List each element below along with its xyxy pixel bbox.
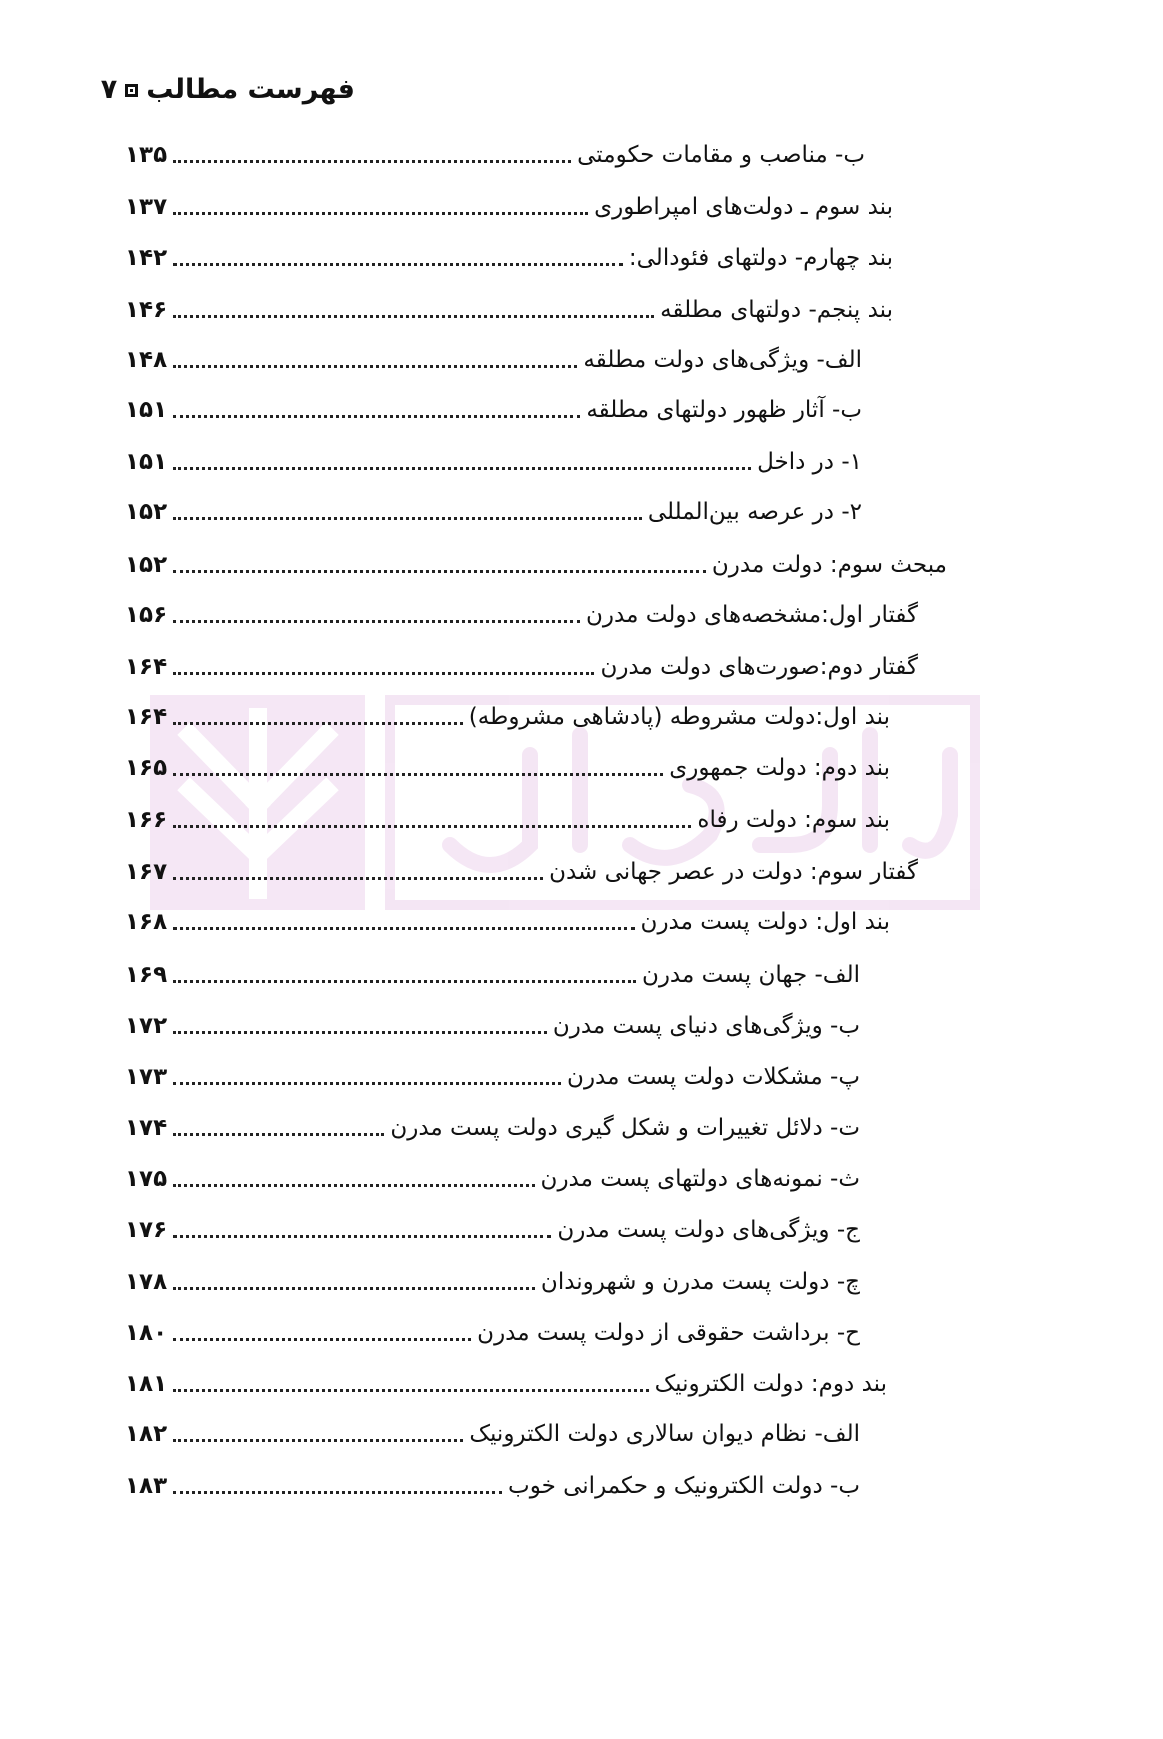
toc-entry-title: بند دوم: دولت الکترونیک — [654, 1371, 887, 1397]
toc-entry — [125, 1108, 860, 1148]
dot-leader — [173, 980, 636, 983]
toc-entry-page-number: ۱۸۰ — [125, 1320, 168, 1346]
toc-entry-page-number: ۱۷۸ — [125, 1269, 168, 1295]
toc-entry-title: گفتار سوم: دولت در عصر جهانی شدن — [549, 859, 918, 885]
toc-entry-title: ث- نمونه‌های دولتهای پست مدرن — [540, 1166, 860, 1192]
toc-entry — [125, 187, 893, 227]
toc-entry — [125, 1414, 860, 1454]
toc-entry-page-number: ۱۶۹ — [125, 962, 168, 988]
toc-entry-page-number: ۱۵۶ — [125, 602, 168, 628]
toc-entry-page-number: ۱۵۲ — [125, 552, 168, 578]
toc-entry — [125, 545, 947, 585]
toc-entry-page-number: ۱۷۴ — [125, 1115, 168, 1141]
toc-entry-page-number: ۱۸۱ — [125, 1371, 168, 1397]
toc-entry-page-number: ۱۴۸ — [125, 347, 168, 373]
toc-entry — [125, 647, 918, 687]
toc-entry-title: گفتار دوم:صورت‌های دولت مدرن — [600, 654, 918, 680]
toc-entry-page-number: ۱۷۲ — [125, 1013, 168, 1039]
toc-entry-title: ب- دولت الکترونیک و حکمرانی خوب — [508, 1473, 860, 1499]
toc-entry — [125, 1057, 860, 1097]
dot-leader — [173, 263, 623, 266]
toc-entry-page-number: ۱۸۳ — [125, 1473, 168, 1499]
toc-entry — [125, 1466, 860, 1506]
dot-leader — [173, 722, 463, 725]
toc-entry-page-number: ۱۳۷ — [125, 194, 168, 220]
dot-leader — [173, 570, 706, 573]
toc-entry-page-number: ۱۷۵ — [125, 1166, 168, 1192]
toc-entry — [125, 390, 862, 430]
toc-entry — [125, 1313, 860, 1353]
dot-leader — [173, 1287, 535, 1290]
dot-leader — [173, 160, 571, 163]
toc-entry — [125, 595, 918, 635]
toc-entry-title: بند دوم: دولت جمهوری — [669, 755, 890, 781]
dot-leader — [173, 672, 594, 675]
toc-entry-title: ت- دلائل تغییرات و شکل گیری دولت پست مدرن — [390, 1115, 860, 1141]
toc-entry-title: بند سوم: دولت رفاه — [697, 807, 890, 833]
dot-leader — [173, 517, 642, 520]
dot-leader — [173, 415, 580, 418]
toc-entry — [125, 1210, 860, 1250]
toc-entry-title: مبحث سوم: دولت مدرن — [711, 552, 947, 578]
toc-entry-title: ب- ویژگی‌های دنیای پست مدرن — [552, 1013, 860, 1039]
toc-entry-page-number: ۱۵۲ — [125, 499, 168, 525]
toc-entry — [125, 290, 893, 330]
toc-entry-title: بند سوم ـ دولت‌های امپراطوری — [594, 194, 893, 220]
dot-leader — [173, 1389, 648, 1392]
dot-leader — [173, 1133, 384, 1136]
toc-entry-title: ب- آثار ظهور دولتهای مطلقه — [586, 397, 862, 423]
toc-entry-title: بند پنجم- دولتهای مطلقه — [660, 297, 893, 323]
dot-leader — [173, 825, 691, 828]
dot-leader — [173, 467, 751, 470]
dot-leader — [173, 212, 588, 215]
toc-entry — [125, 1159, 860, 1199]
running-header — [100, 70, 355, 110]
toc-entry-title: ج- ویژگی‌های دولت پست مدرن — [557, 1217, 860, 1243]
toc-entry-page-number: ۱۴۶ — [125, 297, 168, 323]
toc-entry-page-number: ۱۶۸ — [125, 909, 168, 935]
toc-entry — [125, 442, 862, 482]
toc-entry — [125, 955, 860, 995]
toc-entry-page-number: ۱۶۴ — [125, 704, 168, 730]
dot-leader — [173, 927, 634, 930]
toc-entry-page-number: ۱۶۷ — [125, 859, 168, 885]
toc-entry — [125, 748, 890, 788]
dot-leader — [173, 1491, 502, 1494]
toc-entry-title: ۲- در عرصه بین‌المللی — [647, 499, 862, 525]
toc-entry-title: بند اول:دولت مشروطه (پادشاهی مشروطه) — [468, 704, 890, 730]
toc-entry — [125, 852, 918, 892]
toc-entry — [125, 238, 893, 278]
toc-entry-title: الف- نظام دیوان سالاری دولت الکترونیک — [469, 1421, 860, 1447]
dot-leader — [173, 1184, 534, 1187]
toc-entry-title: الف- جهان پست مدرن — [641, 962, 860, 988]
toc-entry-title: ح- برداشت حقوقی از دولت پست مدرن — [477, 1320, 860, 1346]
toc-entry-title: بند اول: دولت پست مدرن — [640, 909, 890, 935]
toc-entry — [125, 800, 890, 840]
toc-entry-title: الف- ویژگی‌های دولت مطلقه — [583, 347, 862, 373]
dot-leader — [173, 877, 543, 880]
toc-entry-page-number: ۱۵۱ — [125, 397, 168, 423]
header-square-icon — [125, 84, 138, 97]
toc-entry-page-number: ۱۳۵ — [125, 142, 168, 168]
dot-leader — [173, 1235, 551, 1238]
toc-entry-title: ۱- در داخل — [757, 449, 862, 475]
toc-entry-page-number: ۱۷۶ — [125, 1217, 168, 1243]
toc-entry-page-number: ۱۸۲ — [125, 1421, 168, 1447]
dot-leader — [173, 773, 663, 776]
toc-entry — [125, 902, 890, 942]
toc-entry-page-number: ۱۶۵ — [125, 755, 168, 781]
toc-entry-page-number: ۱۶۴ — [125, 654, 168, 680]
dot-leader — [173, 620, 580, 623]
toc-entry-title: گفتار اول:مشخصه‌های دولت مدرن — [586, 602, 918, 628]
toc-entry-title: بند چهارم- دولتهای فئودالی: — [628, 245, 893, 271]
header-title: فهرست مطالب — [146, 74, 355, 105]
dot-leader — [173, 1031, 547, 1034]
header-page-number: ۷ — [100, 74, 118, 105]
toc-entry-page-number: ۱۷۳ — [125, 1064, 168, 1090]
toc-entry — [125, 1006, 860, 1046]
toc-entry — [125, 492, 862, 532]
toc-entry — [125, 340, 862, 380]
toc-entry — [125, 1262, 860, 1302]
toc-entry-title: ب- مناصب و مقامات حکومتی — [577, 142, 865, 168]
toc-entry — [125, 697, 890, 737]
dot-leader — [173, 1439, 463, 1442]
toc-entry — [125, 135, 865, 175]
dot-leader — [173, 365, 577, 368]
dot-leader — [173, 1082, 561, 1085]
dot-leader — [173, 1338, 471, 1341]
toc-entry-title: پ- مشکلات دولت پست مدرن — [567, 1064, 860, 1090]
toc-entry-title: چ- دولت پست مدرن و شهروندان — [540, 1269, 860, 1295]
toc-entry-page-number: ۱۶۶ — [125, 807, 168, 833]
toc-entry — [125, 1364, 887, 1404]
toc-entry-page-number: ۱۴۲ — [125, 245, 168, 271]
dot-leader — [173, 315, 654, 318]
toc-entry-page-number: ۱۵۱ — [125, 449, 168, 475]
